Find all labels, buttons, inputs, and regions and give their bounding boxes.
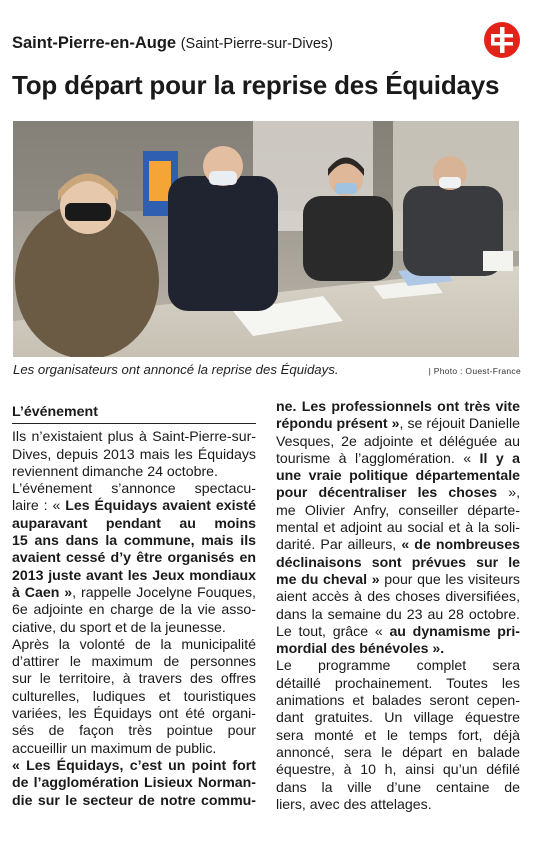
article-line: avaient cessé d’y être organisés en <box>12 549 256 566</box>
article-line: dant gratuites. Un village équestre <box>276 709 520 726</box>
article-column-2 <box>276 398 520 813</box>
article-line: 6e adjointe en charge de la vie asso- <box>12 601 256 618</box>
article-line: ciative, du sport et de la jeunesse. <box>12 618 226 635</box>
article-line: culturelles, ludiques et touristiques <box>12 687 256 704</box>
article-line: mordial des bénévoles ». <box>276 640 445 657</box>
article-line: d’attirer le maximum de personnes <box>12 653 256 670</box>
article-line: équestre, à 10 h, ainsi qu’un défilé <box>276 761 520 778</box>
article-line: pour décentraliser les choses », <box>276 484 520 501</box>
article-line: me du cheval » pour que les visiteurs <box>276 570 520 587</box>
article-line: annoncé, sera le départ en balade <box>276 743 520 760</box>
article-line: laire : « Les Équidays avaient existé <box>12 497 256 514</box>
article-line: Vesques, 2e adjointe et déléguée au <box>276 432 520 449</box>
article-line: Le programme complet sera <box>276 657 520 674</box>
article-line: sur le territoire, à travers des offres <box>12 670 256 687</box>
article-line: Après la volonté de la municipalité <box>12 635 256 652</box>
article-line: auparavant pendant au moins <box>12 514 256 531</box>
article-line: sés de façon très pointue pour <box>12 722 256 739</box>
article-line: déclinaisons sont prévues sur le <box>276 553 520 570</box>
article-line: détaillé prochainement. Toutes les <box>276 674 520 691</box>
column-1-lines <box>12 428 256 809</box>
photo-caption: Les organisateurs ont annoncé la reprise des Équidays. <box>13 362 339 377</box>
sub-town-name: (Saint-Pierre-sur-Dives) <box>180 36 333 52</box>
article-line: ne. Les professionnels ont très vite <box>276 398 520 414</box>
article-line: 15 ans dans la commune, mais ils <box>12 532 256 549</box>
article-line: accueillir un maximum de public. <box>12 739 217 756</box>
article-photo <box>13 121 519 357</box>
article-line: dans la semaine du 23 au 28 octobre. <box>276 605 520 622</box>
article-line: me Olivier Anfry, conseiller départe- <box>276 501 520 518</box>
article-line: Le tout, grâce « au dynamisme pri- <box>276 622 520 639</box>
article-line: Dives, depuis 2013 mais les Équidays <box>12 445 256 462</box>
organizers-photo-image <box>13 121 519 357</box>
article-line: variées, les Équidays ont été organi- <box>12 705 256 722</box>
logo-glyph-icon <box>484 22 520 58</box>
article-line: 2013 juste avant les Jeux mondiaux <box>12 566 256 583</box>
article-line: liers, avec des attelages. <box>276 795 432 812</box>
ouest-france-logo-icon[interactable] <box>484 22 520 58</box>
article-line: de l’agglomération Lisieux Norman- <box>12 774 256 791</box>
article-line: une vraie politique départementale <box>276 467 520 484</box>
article-line: L’événement s’annonce spectacu- <box>12 480 256 497</box>
article-line: tourisme à l’agglomération. « Il y a <box>276 449 520 466</box>
article-line: « Les Équidays, c’est un point fort <box>12 756 256 773</box>
article-line: die sur le secteur de notre commu- <box>12 791 256 808</box>
article-line: darité. Par ailleurs, « de nombreuses <box>276 536 520 553</box>
article-line: reviennent dimanche 24 octobre. <box>12 462 218 479</box>
town-name: Saint-Pierre-en-Auge <box>12 34 177 52</box>
article-line: animations et balades seront cepen- <box>276 692 520 709</box>
article-column-1 <box>12 404 256 809</box>
photo-credit: | Photo : Ouest-France <box>428 366 521 376</box>
section-rubric: L’événement <box>12 404 256 424</box>
column-2-lines <box>276 398 520 813</box>
article-line: Ils n’existaient plus à Saint-Pierre-sur- <box>12 428 256 445</box>
article-line: mental et adjoint au social et à la soli- <box>276 519 520 536</box>
article-header <box>12 34 489 53</box>
headline: Top départ pour la reprise des Équidays <box>12 70 500 100</box>
article-line: à Caen », rappelle Jocelyne Fouques, <box>12 583 256 600</box>
article-line: sera monté et le temps fort, déjà <box>276 726 520 743</box>
article-line: aient accès à des choses diversifiées, <box>276 588 520 605</box>
article-line: répondu présent », se réjouit Danielle <box>276 415 520 432</box>
article-line: dans la ville d’une centaine de <box>276 778 520 795</box>
